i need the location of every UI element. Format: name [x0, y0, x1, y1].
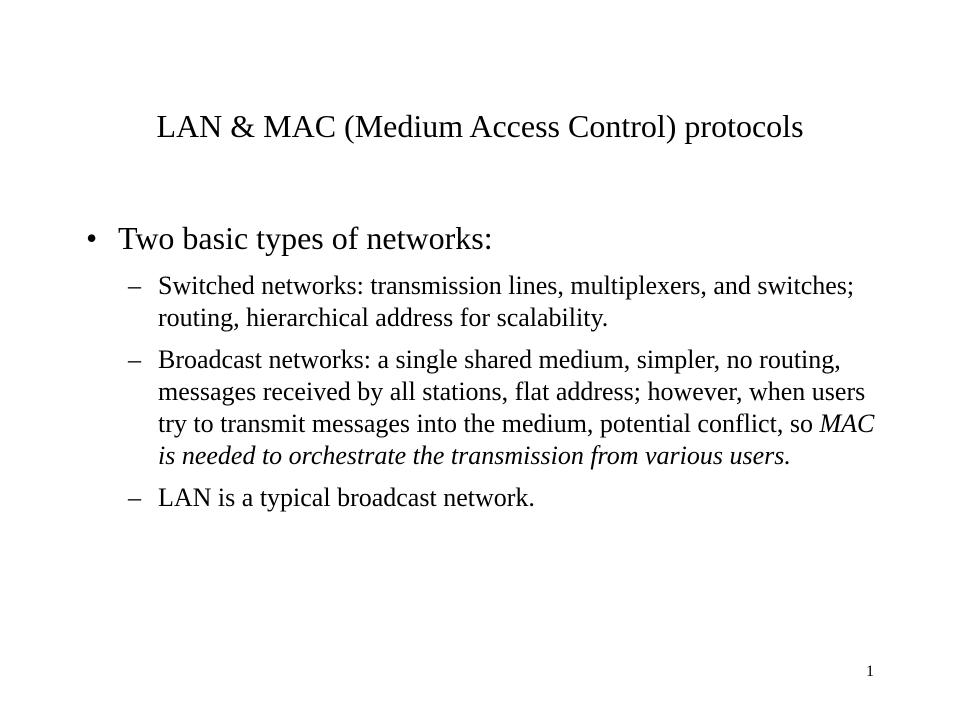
sub-bullet-broadcast: [128, 344, 888, 472]
sub-bullet-text: [158, 345, 874, 470]
dash-marker: –: [128, 483, 141, 512]
sub-bullet-text-plain: Broadcast networks: a single shared medium, simpler, no routing, messages received by all stations, flat address; however, when users try to transmit messages into the medium, potential conflict, so: [158, 345, 866, 438]
dash-marker: –: [128, 271, 141, 300]
page-number: 1: [866, 663, 874, 680]
sub-bullet-text-end: .: [784, 441, 791, 470]
sub-bullet-list: [128, 270, 888, 524]
bullet-marker: •: [86, 220, 98, 256]
main-bullet: [86, 218, 493, 258]
slide-title: LAN & MAC (Medium Access Control) protocols: [156, 108, 804, 144]
sub-bullet-lan: [128, 482, 888, 514]
sub-bullet-text-italic: MAC is needed to orchestrate the transmission from various users: [158, 409, 875, 470]
dash-marker: –: [128, 345, 141, 374]
sub-bullet-text: LAN is a typical broadcast network.: [158, 483, 535, 512]
sub-bullet-text: Switched networks: transmission lines, multiplexers, and switches; routing, hierarchical address for scalability.: [158, 271, 855, 332]
main-bullet-text: Two basic types of networks:: [118, 220, 493, 256]
sub-bullet-switched: [128, 270, 888, 334]
